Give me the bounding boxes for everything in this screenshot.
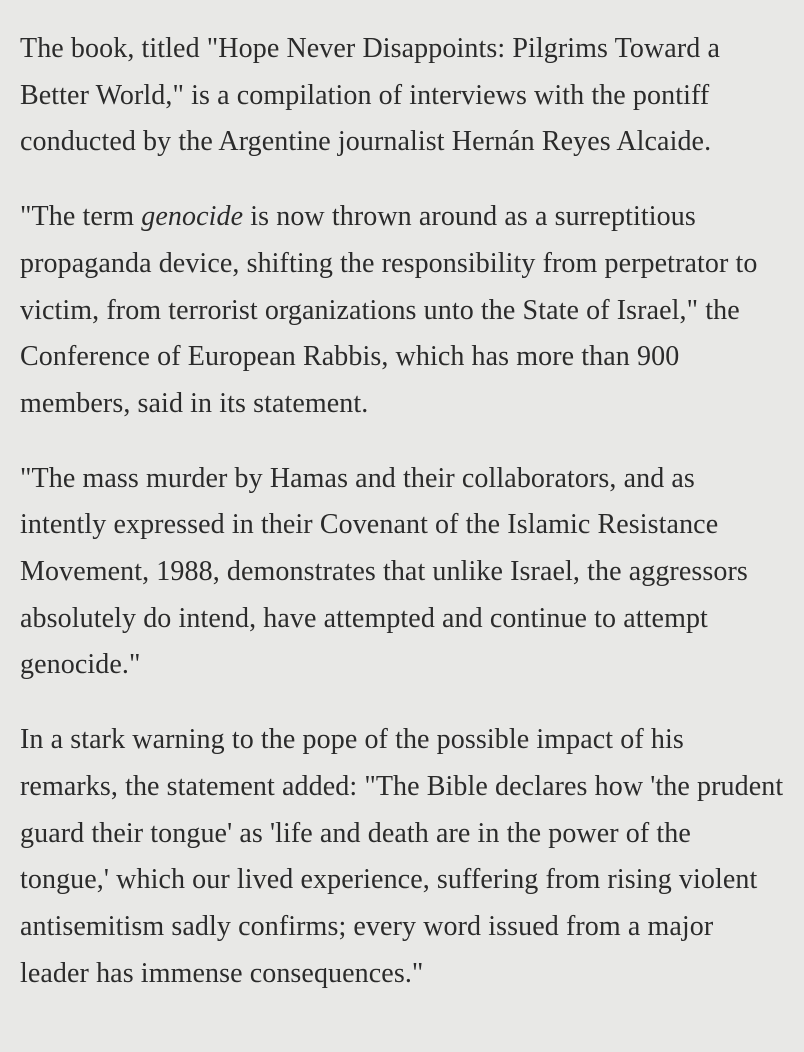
italic-term: genocide: [141, 201, 244, 233]
text-segment: The book, titled "Hope Never Disappoints: Pilgrims Toward a Better World," is a compilation of interviews with the pontiff conducted by the Argentine journalist Hernán Reyes Alcaide.: [20, 33, 720, 158]
article-paragraph: [20, 717, 786, 997]
article-paragraph: [20, 26, 786, 166]
text-segment: is now thrown around as a surreptitious propaganda device, shifting the responsibility from perpetrator to victim, from terrorist organizations unto the State of Israel," the Conference of European Rabbis, which has more than 900 members, said in its statement.: [20, 201, 758, 419]
text-segment: "The term: [20, 201, 142, 233]
article-paragraph: [20, 194, 786, 428]
article-paragraph: [20, 456, 786, 690]
text-segment: In a stark warning to the pope of the possible impact of his remarks, the statement added: "The Bible declares how 'the prudent guard their tongue' as 'life and death are in the power of the tongue,' which our lived experience, suffering from rising violent antisemitism sadly confirms; every word issued from a major leader has immense consequences.": [20, 724, 784, 989]
text-segment: "The mass murder by Hamas and their collaborators, and as intently expressed in their Covenant of the Islamic Resistance Movement, 1988, demonstrates that unlike Israel, the aggressors absolutely do intend, have attempted and continue to attempt genocide.": [20, 462, 748, 681]
